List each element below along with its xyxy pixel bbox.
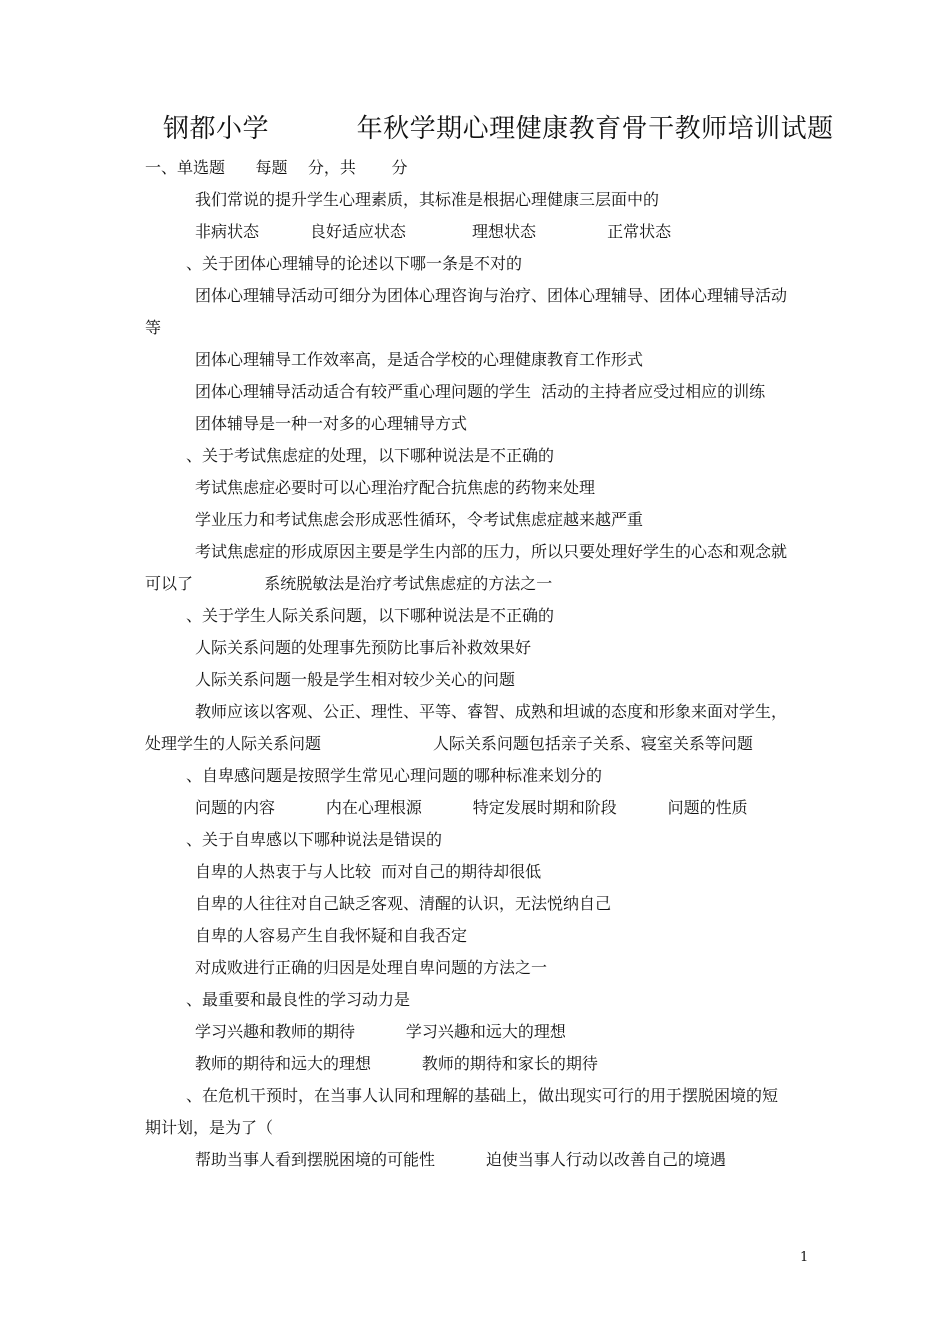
section-heading: 一、单选题 每题 分，共 分	[145, 158, 408, 177]
page-title: 钢都小学 年秋学期心理健康教育骨干教师培训试题	[163, 114, 834, 144]
answer-option: 考试焦虑症的形成原因主要是学生内部的压力，所以只要处理好学生的心态和观念就	[195, 542, 788, 561]
answer-option: 人际关系问题的处理事先预防比事后补救效果好	[195, 638, 532, 657]
answer-option: 人际关系问题一般是学生相对较少关心的问题	[195, 670, 516, 689]
question-stem: 、关于学生人际关系问题，以下哪种说法是不正确的	[186, 606, 555, 625]
answer-option: 学业压力和考试焦虑会形成恶性循环，令考试焦虑症越来越严重	[195, 510, 644, 529]
answer-option: 考试焦虑症必要时可以心理治疗配合抗焦虑的药物来处理	[195, 478, 596, 497]
answer-option: 对成败进行正确的归因是处理自卑问题的方法之一	[195, 958, 548, 977]
answer-options: 学习兴趣和教师的期待 学习兴趣和远大的理想	[195, 1022, 566, 1041]
answer-option: 团体辅导是一种一对多的心理辅导方式	[195, 414, 468, 433]
question-stem-continuation: 期计划，是为了（	[145, 1118, 274, 1137]
question-stem: 、自卑感问题是按照学生常见心理问题的哪种标准来划分的	[186, 766, 603, 785]
question-stem: 、关于考试焦虑症的处理，以下哪种说法是不正确的	[186, 446, 555, 465]
question-stem: 、在危机干预时，在当事人认同和理解的基础上，做出现实可行的用于摆脱困境的短	[186, 1086, 779, 1105]
answer-option: 自卑的人往往对自己缺乏客观、清醒的认识，无法悦纳自己	[195, 894, 612, 913]
answer-option: 自卑的人容易产生自我怀疑和自我否定	[195, 926, 468, 945]
answer-option-continuation: 等	[145, 318, 162, 337]
answer-option: 教师应该以客观、公正、理性、平等、睿智、成熟和坦诚的态度和形象来面对学生，	[195, 702, 788, 721]
page-number: 1	[800, 1250, 809, 1265]
answer-option-continuation: 可以了 系统脱敏法是治疗考试焦虑症的方法之一	[145, 574, 553, 593]
answer-option-continuation: 处理学生的人际关系问题 人际关系问题包括亲子关系、寝室关系等问题	[145, 734, 753, 753]
question-stem: 我们常说的提升学生心理素质，其标准是根据心理健康三层面中的	[195, 190, 660, 209]
answer-option: 团体心理辅导活动适合有较严重心理问题的学生 活动的主持者应受过相应的训练	[195, 382, 766, 401]
answer-options: 非病状态 良好适应状态 理想状态 正常状态	[195, 222, 672, 241]
answer-option: 团体心理辅导工作效率高，是适合学校的心理健康教育工作形式	[195, 350, 644, 369]
question-stem: 、关于团体心理辅导的论述以下哪一条是不对的	[186, 254, 523, 273]
answer-option: 团体心理辅导活动可细分为团体心理咨询与治疗、团体心理辅导、团体心理辅导活动	[195, 286, 788, 305]
answer-options: 问题的内容 内在心理根源 特定发展时期和阶段 问题的性质	[195, 798, 748, 817]
answer-option: 自卑的人热衷于与人比较 而对自己的期待却很低	[195, 862, 542, 881]
answer-options: 帮助当事人看到摆脱困境的可能性 迫使当事人行动以改善自己的境遇	[195, 1150, 726, 1169]
question-stem: 、关于自卑感以下哪种说法是错误的	[186, 830, 443, 849]
answer-options: 教师的期待和远大的理想 教师的期待和家长的期待	[195, 1054, 598, 1073]
question-stem: 、最重要和最良性的学习动力是	[186, 990, 411, 1009]
